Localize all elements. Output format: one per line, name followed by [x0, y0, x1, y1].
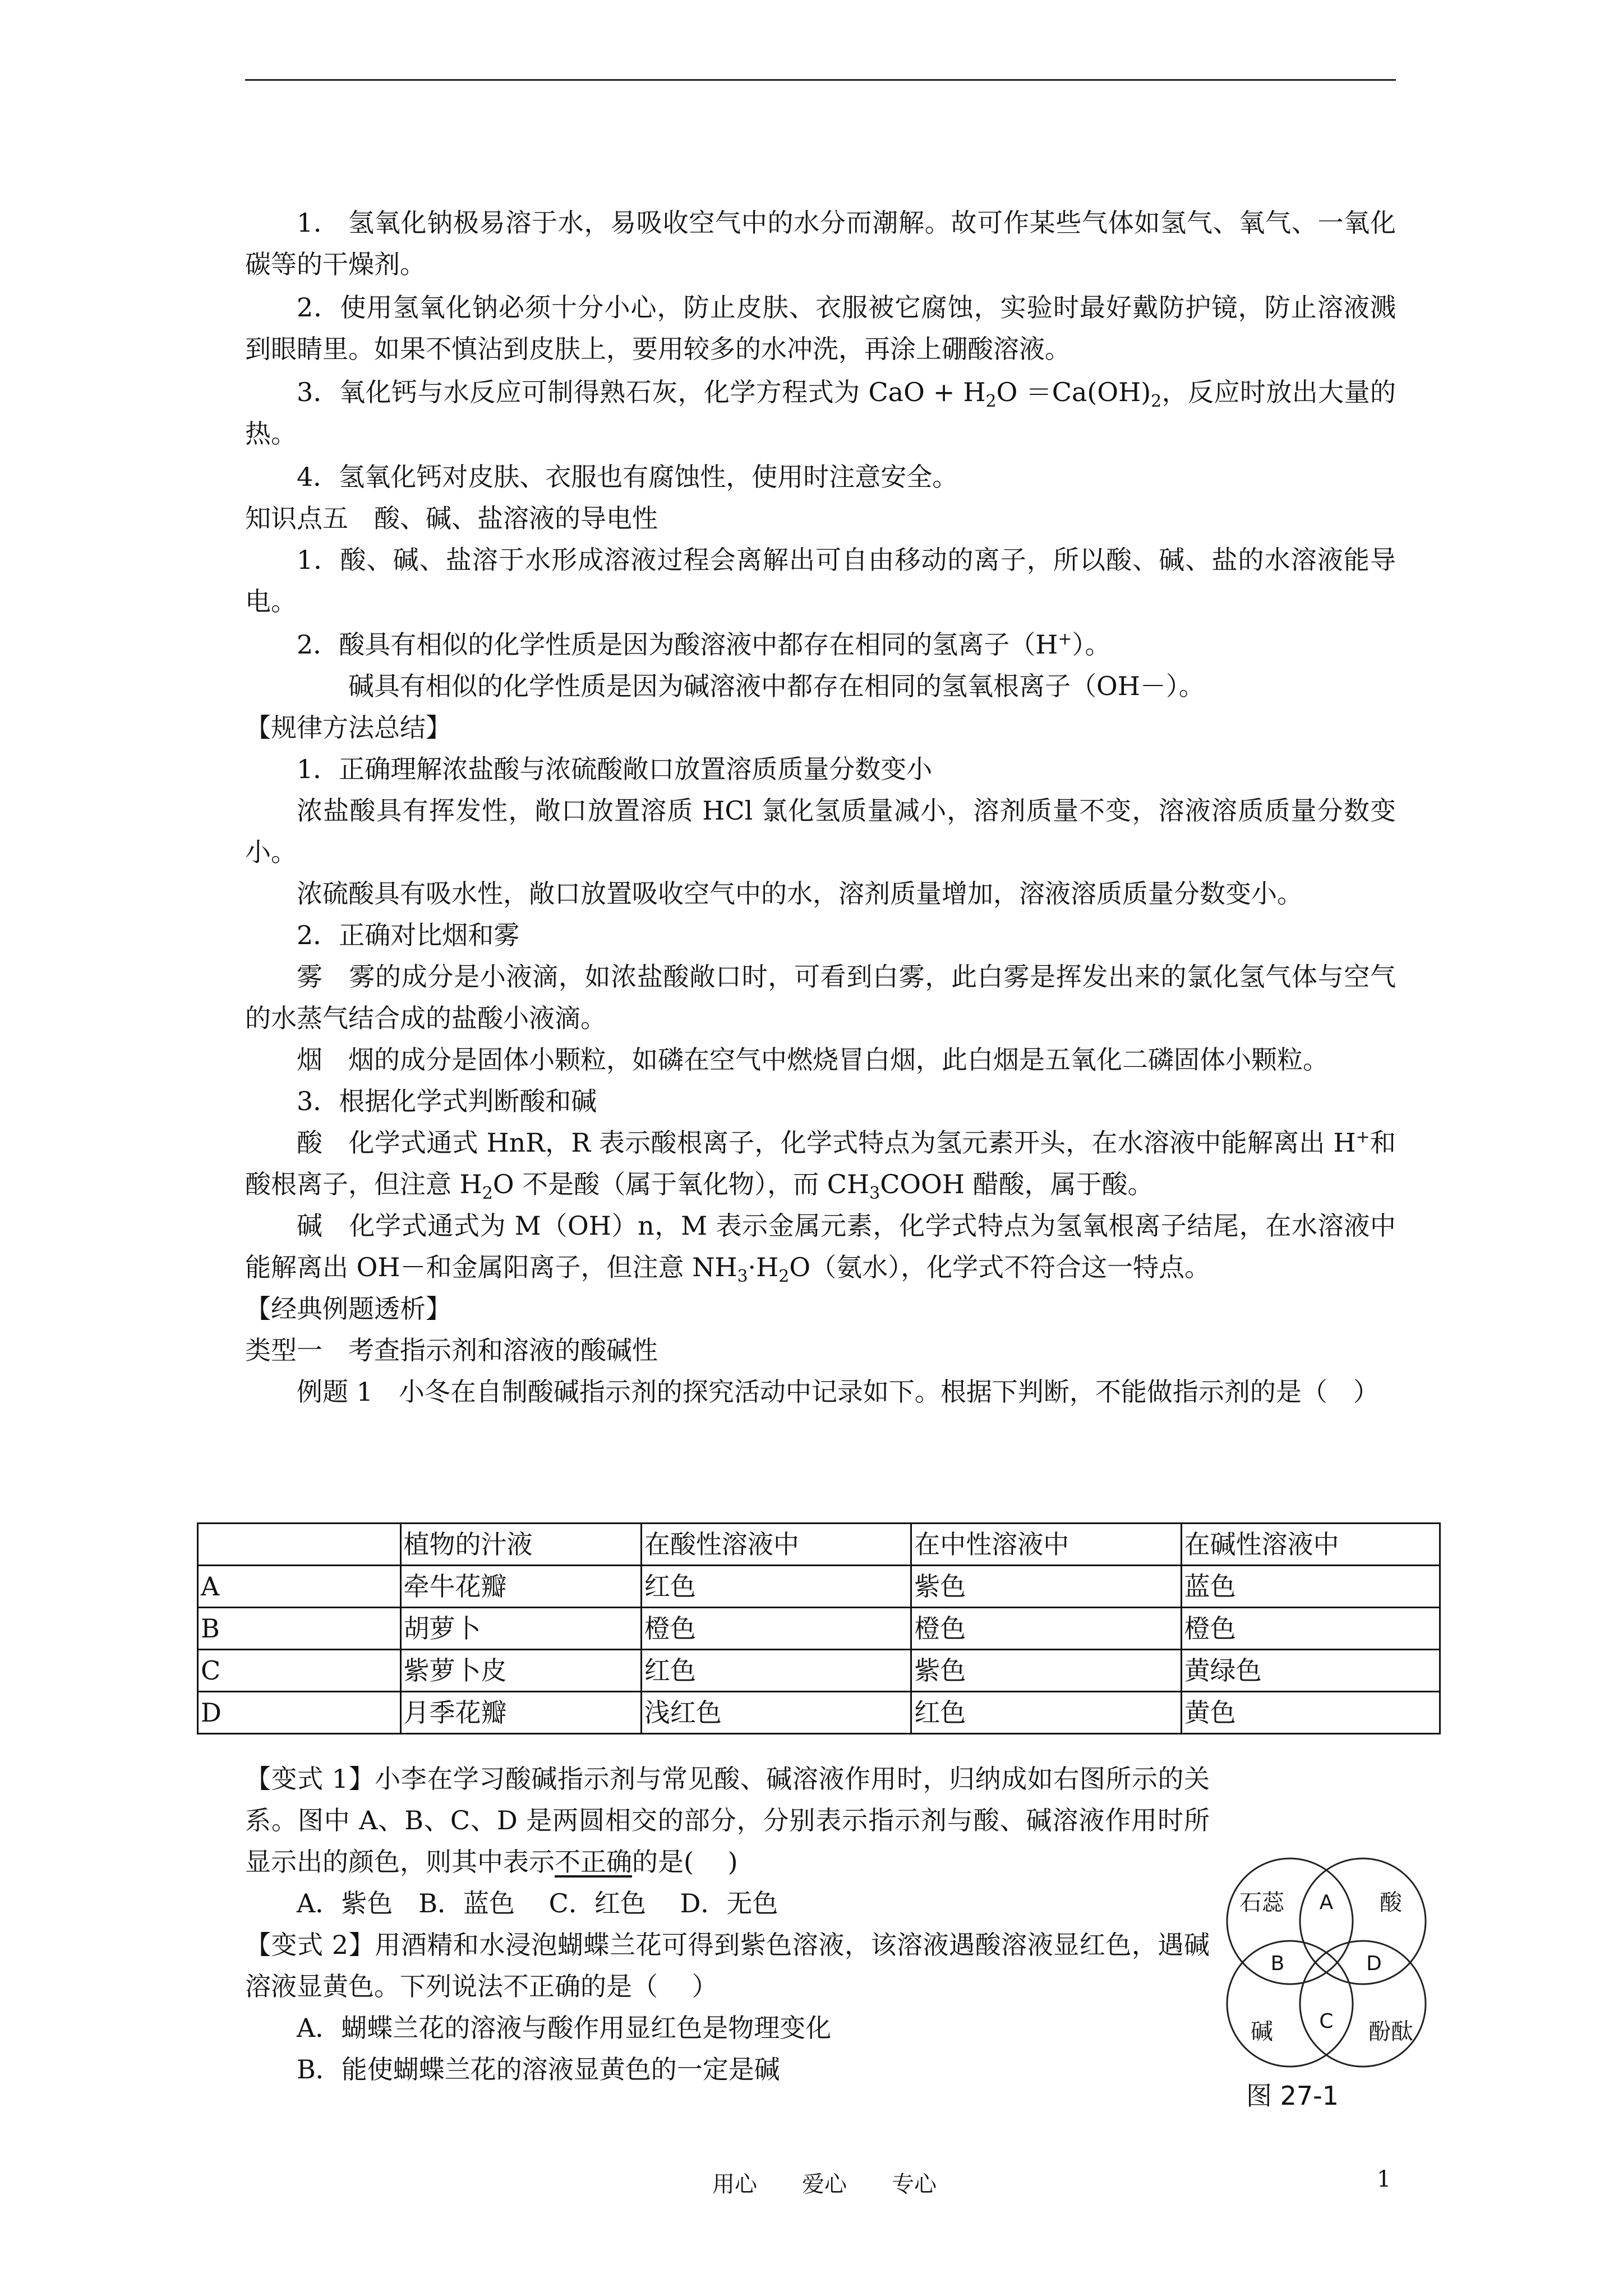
table-cell: 胡萝卜	[400, 1608, 641, 1650]
venn-circle-base	[1227, 1941, 1353, 2067]
venn-circle-phenolphthalein	[1300, 1941, 1426, 2067]
table-header-cell: 植物的汁液	[400, 1524, 641, 1566]
table-cell: 月季花瓣	[400, 1692, 641, 1734]
summary-item-2b: 烟 烟的成分是固体小颗粒，如磷在空气中燃烧冒白烟，此白烟是五氧化二磷固体小颗粒。	[297, 1045, 1329, 1075]
venn-region-a: A	[1319, 1891, 1334, 1914]
variant-1-question: 【变式 1】小李在学习酸碱指示剂与常见酸、碱溶液作用时，归纳成如右图所示的关系。图中 A、B、C、D 是两圆相交的部分，分别表示指示剂与酸、碱溶液作用时所显示出的颜色，则其中表示不正确的是( )	[245, 1764, 1210, 1877]
paragraph-naoh-1: 1． 氢氧化钠极易溶于水，易吸收空气中的水分而潮解。故可作某些气体如氢气、氧气、一氧化碳等的干燥剂。	[245, 208, 1396, 279]
table-cell: 橙色	[911, 1608, 1181, 1650]
table-cell: B	[198, 1608, 401, 1650]
venn-label-phenolphthalein: 酚酞	[1368, 2019, 1413, 2045]
section-heading-summary: 【规律方法总结】	[245, 712, 451, 743]
type-heading-1: 类型一 考查指示剂和溶液的酸碱性	[245, 1335, 658, 1365]
section-heading-classic: 【经典例题透析】	[245, 1294, 451, 1324]
table-cell: 红色	[641, 1566, 911, 1608]
table-row	[198, 1608, 1440, 1650]
footer-center: 用心 爱心 专心	[712, 2171, 937, 2197]
table-header-cell	[198, 1524, 401, 1566]
table-cell: 蓝色	[1181, 1566, 1440, 1608]
section-heading-5: 知识点五 酸、碱、盐溶液的导电性	[245, 503, 658, 533]
table-cell: 紫色	[911, 1650, 1181, 1692]
venn-region-c: C	[1319, 2010, 1334, 2033]
table-header-cell: 在酸性溶液中	[641, 1524, 911, 1566]
indicator-table	[197, 1522, 1441, 1734]
page-number: 1	[1377, 2166, 1391, 2192]
summary-item-1: 1．正确理解浓盐酸与浓硫酸敞口放置溶质质量分数变小	[297, 754, 933, 784]
summary-item-1b: 浓硫酸具有吸水性，敞口放置吸收空气中的水，溶剂质量增加，溶液溶质质量分数变小。	[297, 878, 1303, 909]
table-cell: 红色	[911, 1692, 1181, 1734]
document-body	[245, 202, 1396, 1412]
variant-1-options: A．紫色 B．蓝色 C．红色 D．无色	[297, 1888, 778, 1918]
table-cell: 浅红色	[641, 1692, 911, 1734]
venn-label-acid: 酸	[1380, 1890, 1402, 1916]
table-cell: 黄色	[1181, 1692, 1440, 1734]
table-cell: 牵牛花瓣	[400, 1566, 641, 1608]
paragraph-conductivity-3: 碱具有相似的化学性质是因为碱溶液中都存在相同的氢氧根离子（OH－）。	[348, 671, 1205, 701]
variant-2-question: 【变式 2】用酒精和水浸泡蝴蝶兰花可得到紫色溶液，该溶液遇酸溶液显红色，遇碱溶液显黄色。下列说法不正确的是（ ）	[245, 1930, 1210, 2001]
venn-region-d: D	[1366, 1952, 1382, 1975]
table-cell: 橙色	[1181, 1608, 1440, 1650]
table-cell: 紫萝卜皮	[400, 1650, 641, 1692]
venn-label-base: 碱	[1251, 2019, 1273, 2045]
venn-label-litmus: 石蕊	[1239, 1890, 1284, 1916]
paragraph-cao: 3．氧化钙与水反应可制得熟石灰，化学方程式为 CaO + $H_2O =Ca(OH)_2$，反应时放出大量的热。	[245, 377, 1396, 449]
venn-diagram	[1217, 1846, 1436, 2081]
table-cell: C	[198, 1650, 401, 1692]
venn-circle-litmus	[1227, 1858, 1353, 1984]
table-header-row	[198, 1524, 1440, 1566]
venn-circle-acid	[1300, 1858, 1426, 1984]
variant-2-option-b: B．能使蝴蝶兰花的溶液显黄色的一定是碱	[297, 2054, 780, 2085]
paragraph-caoh2: 4．氢氧化钙对皮肤、衣服也有腐蚀性，使用时注意安全。	[297, 462, 958, 492]
figure-caption: 图 27-1	[1246, 2081, 1339, 2111]
summary-item-3: 3．根据化学式判断酸和碱	[297, 1086, 597, 1116]
table-cell: D	[198, 1692, 401, 1734]
variant-questions	[245, 1758, 1210, 2090]
table-cell: 紫色	[911, 1566, 1181, 1608]
table-cell: A	[198, 1566, 401, 1608]
header-rule	[245, 79, 1396, 81]
table-row	[198, 1566, 1440, 1608]
summary-item-3a: 酸 化学式通式 HnR，R 表示酸根离子，化学式特点为氢元素开头，在水溶液中能解离出 H+和酸根离子，但注意 $H_2O$ 不是酸（属于氧化物），而 $CH_3COOH$ 醋酸，属于酸。	[245, 1127, 1396, 1204]
table-row	[198, 1692, 1440, 1734]
venn-region-b: B	[1270, 1952, 1285, 1975]
paragraph-conductivity-2: 2．酸具有相似的化学性质是因为酸溶液中都存在相同的氢离子（H+）。	[297, 629, 1111, 660]
paragraph-conductivity-1: 1．酸、碱、盐溶于水形成溶液过程会离解出可自由移动的离子，所以酸、碱、盐的水溶液能导电。	[245, 545, 1396, 616]
paragraph-naoh-2: 2．使用氢氧化钠必须十分小心，防止皮肤、衣服被它腐蚀，实验时最好戴防护镜，防止溶液溅到眼睛里。如果不慎沾到皮肤上，要用较多的水冲洗，再涂上硼酸溶液。	[245, 292, 1396, 364]
summary-item-1a: 浓盐酸具有挥发性，敞口放置溶质 HCl 氯化氢质量减小，溶剂质量不变，溶液溶质质量分数变小。	[245, 795, 1396, 867]
variant-2-option-a: A．蝴蝶兰花的溶液与酸作用显红色是物理变化	[297, 2013, 832, 2043]
table-row	[198, 1650, 1440, 1692]
table-cell: 橙色	[641, 1608, 911, 1650]
table-cell: 黄绿色	[1181, 1650, 1440, 1692]
table-header-cell: 在碱性溶液中	[1181, 1524, 1440, 1566]
summary-item-2a: 雾 雾的成分是小液滴，如浓盐酸敞口时，可看到白雾，此白雾是挥发出来的氯化氢气体与空气的水蒸气结合成的盐酸小液滴。	[245, 961, 1396, 1033]
table-header-cell: 在中性溶液中	[911, 1524, 1181, 1566]
summary-item-2: 2．正确对比烟和雾	[297, 920, 520, 950]
example-1-question: 例题 1 小冬在自制酸碱指示剂的探究活动中记录如下。根据下判断，不能做指示剂的是（ ）	[297, 1377, 1379, 1407]
table-cell: 红色	[641, 1650, 911, 1692]
summary-item-3b: 碱 化学式通式为 M（OH）n，M 表示金属元素，化学式特点为氢氧根离子结尾，在水溶液中能解离出 OH－和金属阳离子，但注意 $NH_3\cdot H_2O$（氨水），化学式不符合这一特点。	[245, 1211, 1396, 1287]
